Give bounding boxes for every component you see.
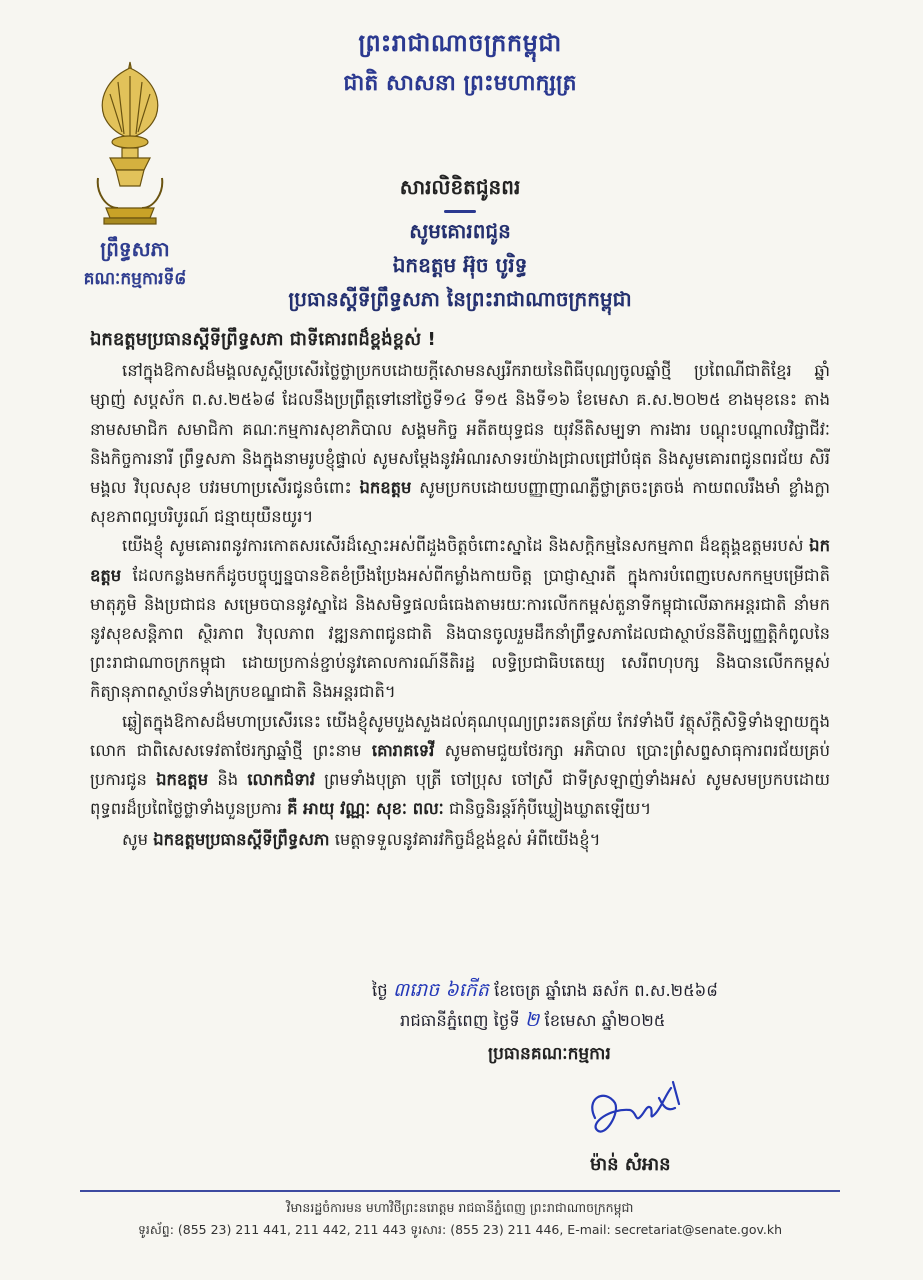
p3-tail: ជានិច្ចនិរន្តរ៍កុំបីឃ្លៀងឃ្លាតឡើយ។ [448,799,652,819]
p3-bold-4: គឺ អាយុ វណ្ណៈ សុខៈ ពលៈ [287,799,444,819]
closing-pre: សូម [122,830,149,850]
closing-end: មេត្តាទទួលនូវគារវកិច្ចដ៏ខ្ពង់ខ្ពស់ អំពីយើងខ្ញុំ។ [334,830,601,850]
addressee-position: ប្រធានស្តីទីព្រឹទ្ធសភា នៃព្រះរាជាណាចក្រកម្ពុជា [288,287,632,311]
emblem-caption [60,236,210,293]
p3-end: ព្រមទាំងបុត្រា បុត្រី ចៅប្រុស ចៅស្រី ជាទីស្រឡាញ់ទាំងអស់ សូមសមប្រកបដោយពុទ្ធពរដ៏ប្រពៃថ្លៃថ្លាទាំងបួនប្រការ [90,770,830,819]
addressee-greeting: សូមគោរពជូន [409,219,511,243]
p3-bold-2: ឯកឧត្តម [156,770,209,790]
institution-name: ព្រឹទ្ធសភា [100,237,170,261]
p3-mid: សូមតាមជួយថែរក្សា អភិបាល ប្រោះព្រំសព្ទសាធុការពរជ័យគ្រប់ប្រការជូន [90,740,830,790]
footer-divider [80,1190,840,1192]
national-motto: ជាតិ សាសនា ព្រះមហាក្សត្រ [343,71,577,96]
p1-text: នៅក្នុងឱកាសដ៏មង្គលសួស្តីប្រសើរថ្លៃថ្លាប្រកបដោយក្តីសោមនស្សរីករាយនៃពិធីបុណ្យចូលឆ្នាំថ្មី ប្រពៃណីជាតិខ្មែរ ឆ្នាំម្សាញ់ សប្តស័ក ព.ស.២៥៦៨ ដែលនឹងប្រព្រឹត្តទៅនៅថ្ងៃទី១៤ ទី១៥ និងទី១៦ ខែមេសា គ.ស.២០២៥ ខាងមុខនេះ តាងនាមសមាជិក សមាជិកា គណៈកម្មការសុខាភិបាល សង្គមកិច្ច អតីតយុទ្ធជន យុវនីតិសម្បទា ការងារ បណ្តុះបណ្តាលវិជ្ជាជីវៈ និងកិច្ចការនារី ព្រឹទ្ធសភា និងក្នុងនាមរូបខ្ញុំផ្ទាល់ សូមសម្តែងនូវអំណរសាទរយ៉ាងជ្រាលជ្រៅបំផុត និងសូមគោរពជូនពរជ័យ សិរីមង្គល វិបុលសុខ បវរមហាប្រសើរជូនចំពោះ [90,361,831,498]
committee-name: គណៈកម្មការទី៨ [83,269,187,289]
document-title [300,174,620,213]
p3-bold-1: គោរាគទេវី [371,740,435,760]
p3-bold-3: លោកជំទាវ [247,770,315,790]
p1-end: សូមប្រកបដោយបញ្ញាញាណភ្លឺថ្លាត្រចះត្រចង់ កាយពលរឹងមាំ ខ្លាំងក្លា សុខភាពល្អបរិបូរណ៍ ជន្មាយុយឺនយូរ។ [90,478,830,527]
senate-emblem-icon [88,58,172,228]
title-divider [444,210,476,213]
closing-line [90,825,830,854]
solar-date [400,1008,665,1036]
letter-body [90,325,830,855]
solar-date-suffix: ខែមេសា ឆ្នាំ២០២៥ [544,1011,666,1030]
p3-text: ឆ្លៀតក្នុងឱកាសដ៏មហាប្រសើរនេះ យើងខ្ញុំសូមបួងសួងដល់គុណបុណ្យព្រះរតនត្រ័យ កែវទាំងបី វត្ថុស័ក្តិសិទ្ធិទាំងឡាយក្នុងលោក ជាពិសេសទេវតាថែរក្សាឆ្នាំថ្មី ព្រះនាម [90,711,830,760]
p2-text: យើងខ្ញុំ សូមគោរពនូវការកោតសរសើរដ៏ស្មោះអស់ពីដួងចិត្តចំពោះស្នាដៃ និងសក្តិកម្មនៃសកម្មភាព ដ៏ឧត្តុង្គឧត្តមរបស់ [122,536,804,556]
paragraph-1 [90,356,830,531]
footer-contact: ទូរស័ព្ទ: (855 23) 211 441, 211 442, 211 443 ទូរសារ: (855 23) 211 446, E-mail: secretariat@senate.gov.kh [137,1222,783,1237]
solar-date-handwritten: ២ [524,1009,540,1031]
signer-name: ម៉ាន់ សំអាន [590,1154,671,1175]
footer [80,1197,840,1241]
closing-bold: ឯកឧត្តមប្រធានស្តីទីព្រឹទ្ធសភា [153,830,330,850]
lunar-date-handwritten: ៣រោច ៦កើត [392,979,489,1001]
paragraph-2 [90,531,830,706]
p2-end: ដែលកន្លងមកក៏ដូចបច្ចុប្បន្នបានខិតខំប្រឹងប្រែងអស់ពីកម្លាំងកាយចិត្ត ប្រាជ្ញាស្មារតី ក្នុងការបំពេញបេសកកម្មបម្រើជាតិ មាតុភូមិ និងប្រជាជន សម្រេចបាននូវស្នាដៃ និងសមិទ្ធផលធំធេងតាមរយៈការលើកកម្ពស់តួនាទីកម្ពុជាលើឆាកអន្តរជាតិ នាំមកនូវសុខសន្តិភាព ស្ថិរភាព វិបុលភាព វឌ្ឍនភាពជូនជាតិ និងបានចូលរួមដឹកនាំព្រឹទ្ធសភាដែលជាស្ថាប័ននីតិប្បញ្ញត្តិកំពូលនៃព្រះរាជាណាចក្រកម្ពុជា ដោយប្រកាន់ខ្ជាប់នូវគោលការណ៍នីតិរដ្ឋ លទ្ធិប្រជាធិបតេយ្យ សេរីពហុបក្ស និងបានលើកកម្ពស់កិត្យានុភាពស្ថាប័នទាំងក្របខណ្ឌជាតិ និងអន្តរជាតិ។ [90,565,830,702]
p1-bold: ឯកឧត្តម [359,478,412,498]
handwritten-signature-icon [575,1068,695,1153]
p2-bold: ឯកឧត្តម [90,536,830,585]
kingdom-title: ព្រះរាជាណាចក្រកម្ពុជា [358,29,562,57]
addressee-name: ឯកឧត្តម អ៊ុច បូរិទ្ធ [392,253,528,277]
paragraph-3 [90,707,830,824]
lunar-date [372,978,718,1006]
lunar-date-prefix: ថ្ងៃ [372,981,388,1000]
document-title-text: សារលិខិតជូនពរ [399,175,521,199]
signer-title: ប្រធានគណៈកម្មការ [488,1044,611,1064]
footer-address: វិមានរដ្ឋចំការមន មហាវិថីព្រះនរោត្តម រាជធានីភ្នំពេញ ព្រះរាជាណាចក្រកម្ពុជា [286,1200,634,1215]
kingdom-header [280,28,640,101]
p3-and: និង [217,770,239,790]
lunar-date-suffix: ខែចេត្រ ឆ្នាំរោង ឆស័ក ព.ស.២៥៦៨ [494,981,718,1000]
solar-date-prefix: រាជធានីភ្នំពេញ ថ្ងៃទី [400,1011,520,1030]
addressee-block [200,218,720,316]
salutation: ឯកឧត្តមប្រធានស្តីទីព្រឹទ្ធសភា ជាទីគោរពដ៏ខ្ពង់ខ្ពស់ ! [90,329,436,350]
